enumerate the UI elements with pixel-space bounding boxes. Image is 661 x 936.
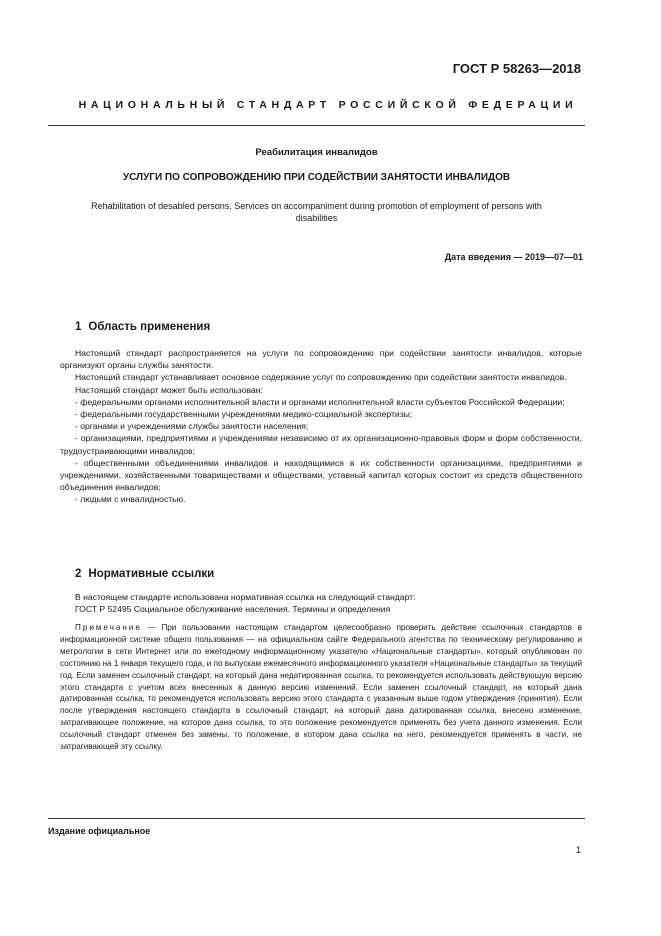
note-label: Примечание xyxy=(75,623,142,632)
section-1-body xyxy=(60,347,582,506)
note-text: — При пользовании настоящим стандартом целесообразно проверить действие ссылочных стандартов в информационной системе общего пользования — на официальном сайте Федерального агентства по техническому регулированию и метрологии в сети Интернет или по ежегодному информационному указателю «Национальные стандарты», который опубликован по состоянию на 1 января текущего года, и по выпускам ежемесячного информационного указателя «Национальные стандарты» за текущий год. Если заменен ссылочный стандарт, на который дана недатированная ссылка, то рекомендуется использовать действующую версию этого стандарта с учетом всех внесенных в данную версию изменений. Если заменен ссылочный стандарт, на который дана датированная ссылка, то рекомендуется использовать версию этого стандарта с указанным выше годом утверждения (принятия). Если после утверждения настоящего стандарта в ссылочный стандарт, на который дана датированная ссылка, внесено изменение, затрагивающее положение, на которое дана ссылка, то это положение рекомендуется применять без учета данного изменения. Если ссылочный стандарт отменен без замены, то положение, в котором дана ссылка на него, рекомендуется применять в части, не затрагивающей эту ссылку. xyxy=(60,623,582,752)
list-item: - организациями, предприятиями и учреждениями независимо от их организационно-правовых форм и форм собственности, трудоустраивающими инвалидов; xyxy=(60,433,582,456)
introduction-date: Дата введения — 2019—07—01 xyxy=(444,252,583,262)
list-item: - федеральными государственными учреждениями медико-социальной экспертизы; xyxy=(75,409,413,420)
section-2-heading xyxy=(75,568,214,580)
reference-item: ГОСТ Р 52495 Социальное обслуживание населения. Термины и определения xyxy=(75,604,391,615)
paragraph: Настоящий стандарт распространяется на услуги по сопровождению при содействии занятости инвалидов, которые организуют органы службы занятости. xyxy=(60,348,582,371)
document-main-title: УСЛУГИ ПО СОПРОВОЖДЕНИЮ ПРИ СОДЕЙСТВИИ ЗАНЯТОСТИ ИНВАЛИДОВ xyxy=(122,172,511,183)
list-item: - федеральными органами исполнительной власти и органами исполнительной власти субъектов Российской Федерации; xyxy=(75,396,565,407)
list-item: - общественными объединениями инвалидов и находящимися в их собственности организациями, предприятиями и учреждениями, хозяйственными товариществами и обществами, уставный капитал которых состоит из средств общественного объединения инвалидов; xyxy=(60,457,582,493)
footer-divider xyxy=(48,818,585,819)
paragraph: В настоящем стандарте использована нормативная ссылка на следующий стандарт: xyxy=(75,592,416,602)
section-title: Область применения xyxy=(88,321,211,333)
english-title: Rehabilitation of desabled persons. Services on accompaniment during promotion of employment of persons with disabilities xyxy=(91,201,542,223)
section-number: 2 xyxy=(75,568,82,580)
edition-label: Издание официальное xyxy=(48,826,151,836)
standard-title: НАЦИОНАЛЬНЫЙ СТАНДАРТ РОССИЙСКОЙ ФЕДЕРАЦИИ xyxy=(78,99,578,111)
header-divider xyxy=(48,125,585,126)
section-number: 1 xyxy=(75,321,82,333)
paragraph: Настоящий стандарт может быть использован: xyxy=(75,384,263,395)
section-title: Нормативные ссылки xyxy=(88,568,215,580)
gost-number: ГОСТ Р 58263—2018 xyxy=(452,61,581,76)
list-item: - людьми с инвалидностью. xyxy=(75,494,186,505)
section-2-body xyxy=(60,591,582,615)
page-number: 1 xyxy=(575,845,581,855)
list-item: - органами и учреждениями службы занятости населения; xyxy=(75,421,309,432)
note-block xyxy=(60,622,582,753)
section-1-heading xyxy=(75,321,210,333)
paragraph: Настоящий стандарт устанавливает основное содержание услуг по сопровождению при содействии занятости инвалидов. xyxy=(75,372,567,383)
document-subject: Реабилитация инвалидов xyxy=(255,147,378,158)
